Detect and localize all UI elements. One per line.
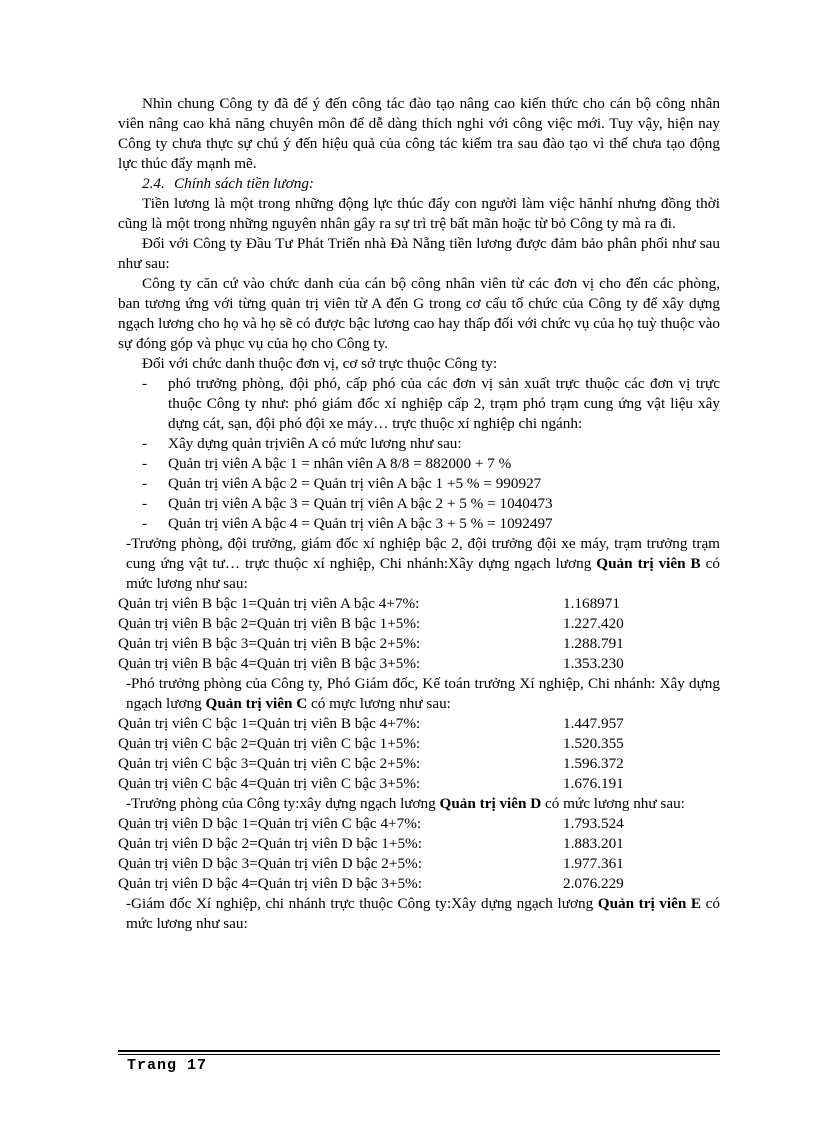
table-row: Quản trị viên D bậc 4=Quản trị viên D bậc 3+5%: 2.076.229 — [118, 875, 624, 892]
table-row: Quản trị viên D bậc 3=Quản trị viên D bậc 2+5%: 1.977.361 — [118, 855, 624, 872]
page-number: 17 — [187, 1057, 208, 1074]
list-item: - Quản trị viên A bậc 2 = Quản trị viên A bậc 1 +5 % = 990927 — [142, 475, 542, 492]
salary-table-c — [118, 714, 720, 794]
document-body — [118, 94, 720, 934]
section-d-lead: -Trưởng phòng của Công ty:xây dựng ngạch lương Quản trị viên D có mức lương như sau: — [126, 795, 685, 812]
grade-title: Quản trị viên E — [597, 895, 702, 912]
table-row: Quản trị viên C bậc 2=Quản trị viên C bậc 1+5%: 1.520.355 — [118, 735, 624, 752]
section-e-lead: -Giám đốc Xí nghiệp, chi nhánh trực thuộc Công ty:Xây dựng ngạch lương Quản trị viên E có mức lương như sau: — [126, 895, 721, 932]
bullet-dash: - — [142, 435, 148, 452]
section-c-lead: -Phó trưởng phòng của Công ty, Phó Giám đốc, Kế toán trưởng Xí nghiệp, Chi nhánh: Xây dựng ngạch lương Quản trị viên C có mực lương như sau: — [126, 675, 720, 712]
table-row: Quản trị viên B bậc 1=Quản trị viên A bậc 4+7%: 1.168971 — [118, 595, 620, 612]
list-item: - Quản trị viên A bậc 1 = nhân viên A 8/8 = 882000 + 7 % — [142, 455, 512, 472]
salary-table-b — [118, 594, 720, 674]
grade-title: Quản trị viên D — [439, 795, 542, 812]
section-title: Chính sách tiền lương: — [174, 175, 314, 192]
bullet-dash: - — [142, 455, 148, 472]
table-row: Quản trị viên C bậc 3=Quản trị viên C bậc 2+5%: 1.596.372 — [118, 755, 624, 772]
list-item: - Xây dựng quản trịviên A có mức lương như sau: — [142, 435, 462, 452]
bullet-dash: - — [142, 475, 148, 492]
salary-table-d — [118, 814, 720, 894]
table-row: Quản trị viên D bậc 1=Quản trị viên C bậc 4+7%: 1.793.524 — [118, 815, 624, 832]
page-footer — [127, 1057, 207, 1074]
table-row: Quản trị viên B bậc 2=Quản trị viên B bậc 1+5%: 1.227.420 — [118, 615, 624, 632]
footer-rule-top — [118, 1050, 720, 1052]
paragraph-salary-intro: Tiền lương là một trong những động lực thúc đẩy con người làm việc hănhí nhưng đồng thời cũng là một trong những nguyên nhân gây ra sự trì trệ bất mãn hoặc từ bỏ Công ty mà ra đi. — [118, 195, 720, 232]
grade-title: Quản trị viên C — [205, 695, 308, 712]
list-item: - phó trưởng phòng, đội phó, cấp phó của các đơn vị sản xuất trực thuộc các đơn vị trực thuộc Công ty như: phó giám đốc xí nghiệp cấp 2, trạm phó trạm cung ứng vật liệu xây dựng cát, sạn, đội phó đội xe máy… trực thuộc xí nghiệp chi ngánh: — [142, 375, 720, 432]
table-row: Quản trị viên B bậc 3=Quản trị viên B bậc 2+5%: 1.288.791 — [118, 635, 624, 652]
footer-label: Trang — [127, 1057, 178, 1074]
grade-title: Quản trị viên B — [596, 555, 701, 572]
bullet-list — [118, 374, 720, 534]
bullet-dash: - — [142, 515, 148, 532]
footer-rule-bottom — [118, 1054, 720, 1055]
bullet-dash: - — [142, 375, 148, 392]
section-heading — [118, 174, 720, 194]
table-row: Quản trị viên B bậc 4=Quản trị viên B bậc 3+5%: 1.353.230 — [118, 655, 624, 672]
paragraph-unit-titles: Đối với chức danh thuộc đơn vị, cơ sở trực thuộc Công ty: — [142, 355, 498, 372]
bullet-dash: - — [142, 495, 148, 512]
list-item: - Quản trị viên A bậc 3 = Quản trị viên A bậc 2 + 5 % = 1040473 — [142, 495, 553, 512]
paragraph-distribution: Đối với Công ty Đầu Tư Phát Triển nhà Đà Nẵng tiền lương được đảm bảo phân phối như sau như sau: — [118, 235, 720, 272]
paragraph-training-summary: Nhìn chung Công ty đã để ý đến công tác đào tạo nâng cao kiến thức cho cán bộ công nhân viên nâng cao khả năng chuyên môn để dễ dàng thích nghi với công việc mới. Tuy vậy, hiện nay Công ty chưa thực sự chú ý đến hiệu quả của công tác kiểm tra sau đào tạo vì thế chưa tạo động lực thúc đẩy mạnh mẽ. — [118, 95, 720, 172]
table-row: Quản trị viên C bậc 4=Quản trị viên C bậc 3+5%: 1.676.191 — [118, 775, 624, 792]
section-number: 2.4. — [142, 175, 165, 192]
paragraph-basis: Công ty căn cứ vào chức danh của cán bộ công nhân viên từ các đơn vị cho đến các phòng, ban tương ứng với từng quản trị viên từ A đến G trong cơ cấu tổ chức của Công ty để xây dựng ngạch lương cho họ và họ sẽ có được bậc lương cao hay thấp đối với chức vụ của họ tuỳ thuộc vào sự đóng góp và phục vụ của họ cho Công ty. — [118, 275, 720, 352]
table-row: Quản trị viên C bậc 1=Quản trị viên B bậc 4+7%: 1.447.957 — [118, 715, 624, 732]
section-b-lead: -Trưởng phòng, đội trưởng, giám đốc xí nghiệp bậc 2, đội trưởng đội xe máy, trạm trưởng trạm cung ứng vật tư… trực thuộc xí nghiệp, Chi nhánh:Xây dựng ngạch lương Quản trị viên B có mức lương như sau: — [126, 535, 720, 592]
table-row: Quản trị viên D bậc 2=Quản trị viên D bậc 1+5%: 1.883.201 — [118, 835, 624, 852]
list-item: - Quản trị viên A bậc 4 = Quản trị viên A bậc 3 + 5 % = 1092497 — [142, 515, 553, 532]
